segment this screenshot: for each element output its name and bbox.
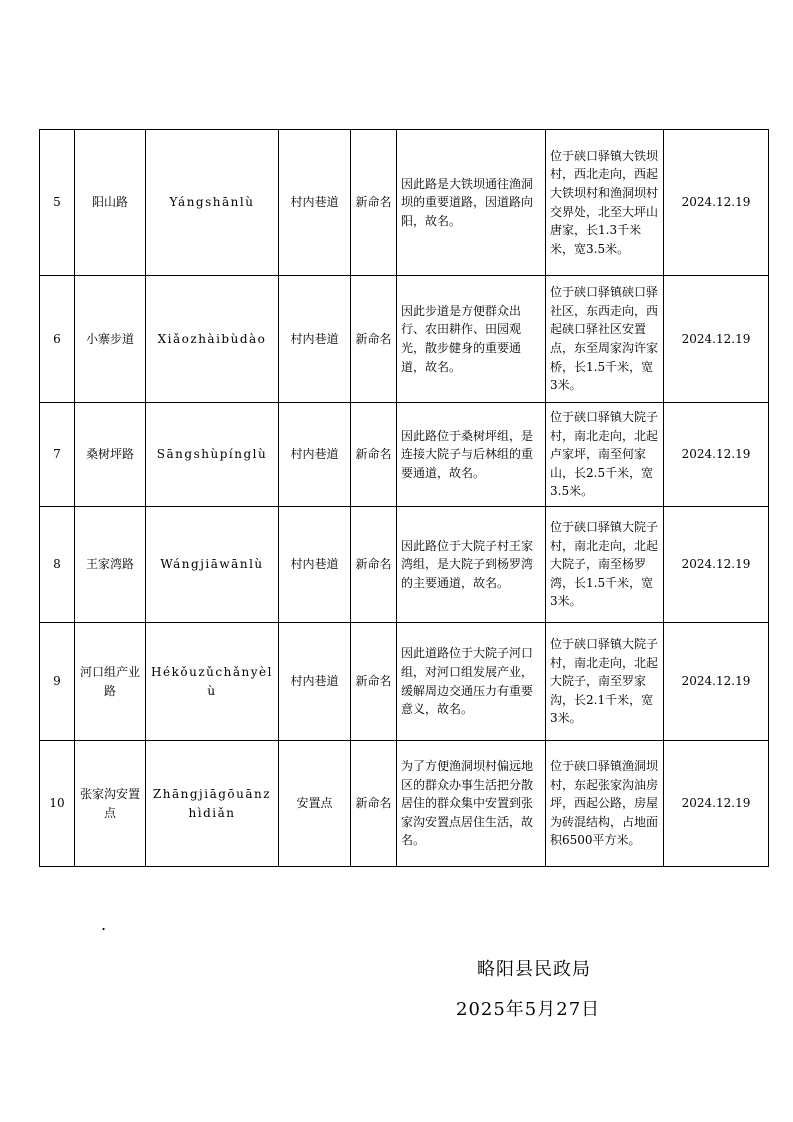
- pinyin: Sāngshùpínglù: [146, 403, 279, 507]
- table-row: [40, 507, 769, 623]
- location-description: 位于硖口驿镇大院子村，南北走向，北起卢家坪，南至何家山，长2.5千米，宽3.5米。: [546, 403, 664, 507]
- approval-date: 2024.12.19: [664, 623, 769, 741]
- naming-action: 新命名: [351, 276, 397, 403]
- category: 村内巷道: [279, 507, 351, 623]
- table-row: [40, 623, 769, 741]
- row-number: 10: [40, 741, 75, 867]
- row-number: 6: [40, 276, 75, 403]
- naming-reason: 因此路是大铁坝通往渔洞坝的重要道路，因道路向阳，故名。: [397, 130, 546, 276]
- pinyin: Hékǒuzǔchǎnyèlù: [146, 623, 279, 741]
- location-description: 位于硖口驿镇大院子村，南北走向，北起大院子，南至罗家沟，长2.1千米，宽3米。: [546, 623, 664, 741]
- issue-date: 2025年5月27日: [456, 999, 601, 1020]
- row-number: 8: [40, 507, 75, 623]
- naming-action: 新命名: [351, 507, 397, 623]
- naming-action: 新命名: [351, 130, 397, 276]
- pinyin: Yángshānlù: [146, 130, 279, 276]
- naming-reason: 因此路位于大院子村王家湾组，是大院子到杨罗湾的主要通道，故名。: [397, 507, 546, 623]
- location-description: 位于硖口驿镇渔洞坝村，东起张家沟油房坪，西起公路，房屋为砖混结构，占地面积6500平方米。: [546, 741, 664, 867]
- place-name: 河口组产业路: [75, 623, 146, 741]
- pinyin: Zhāngjiāgōuānzhìdiǎn: [146, 741, 279, 867]
- place-name: 王家湾路: [75, 507, 146, 623]
- row-number: 5: [40, 130, 75, 276]
- footer-mark: .: [101, 915, 107, 934]
- row-number: 7: [40, 403, 75, 507]
- category: 安置点: [279, 741, 351, 867]
- place-name-table: [39, 129, 769, 867]
- pinyin: Wángjiāwānlù: [146, 507, 279, 623]
- place-name: 桑树坪路: [75, 403, 146, 507]
- place-name: 张家沟安置点: [75, 741, 146, 867]
- table-row: [40, 276, 769, 403]
- approval-date: 2024.12.19: [664, 403, 769, 507]
- naming-action: 新命名: [351, 741, 397, 867]
- category: 村内巷道: [279, 403, 351, 507]
- row-number: 9: [40, 623, 75, 741]
- location-description: 位于硖口驿镇硖口驿社区，东西走向，西起硖口驿社区安置点，东至周家沟许家桥，长1.5千米，宽3米。: [546, 276, 664, 403]
- naming-reason: 为了方便渔洞坝村偏远地区的群众办事生活把分散居住的群众集中安置到张家沟安置点居住生活，故名。: [397, 741, 546, 867]
- location-description: 位于硖口驿镇大院子村，南北走向，北起大院子，南至杨罗湾，长1.5千米，宽3米。: [546, 507, 664, 623]
- approval-date: 2024.12.19: [664, 741, 769, 867]
- naming-action: 新命名: [351, 623, 397, 741]
- naming-reason: 因此步道是方便群众出行、农田耕作、田园观光，散步健身的重要通道，故名。: [397, 276, 546, 403]
- naming-action: 新命名: [351, 403, 397, 507]
- naming-reason: 因此路位于桑树坪组，是连接大院子与后林组的重要通道，故名。: [397, 403, 546, 507]
- category: 村内巷道: [279, 623, 351, 741]
- table-row: [40, 741, 769, 867]
- approval-date: 2024.12.19: [664, 507, 769, 623]
- place-name: 阳山路: [75, 130, 146, 276]
- naming-reason: 因此道路位于大院子河口组，对河口组发展产业，缓解周边交通压力有重要意义，故名。: [397, 623, 546, 741]
- table-row: [40, 130, 769, 276]
- category: 村内巷道: [279, 276, 351, 403]
- approval-date: 2024.12.19: [664, 130, 769, 276]
- location-description: 位于硖口驿镇大铁坝村，西北走向，西起大铁坝村和渔洞坝村交界处，北至大坪山唐家，长1.3千米米，宽3.5米。: [546, 130, 664, 276]
- category: 村内巷道: [279, 130, 351, 276]
- issuing-organization: 略阳县民政局: [477, 959, 591, 980]
- table-row: [40, 403, 769, 507]
- place-name: 小寨步道: [75, 276, 146, 403]
- pinyin: Xiǎozhàibùdào: [146, 276, 279, 403]
- approval-date: 2024.12.19: [664, 276, 769, 403]
